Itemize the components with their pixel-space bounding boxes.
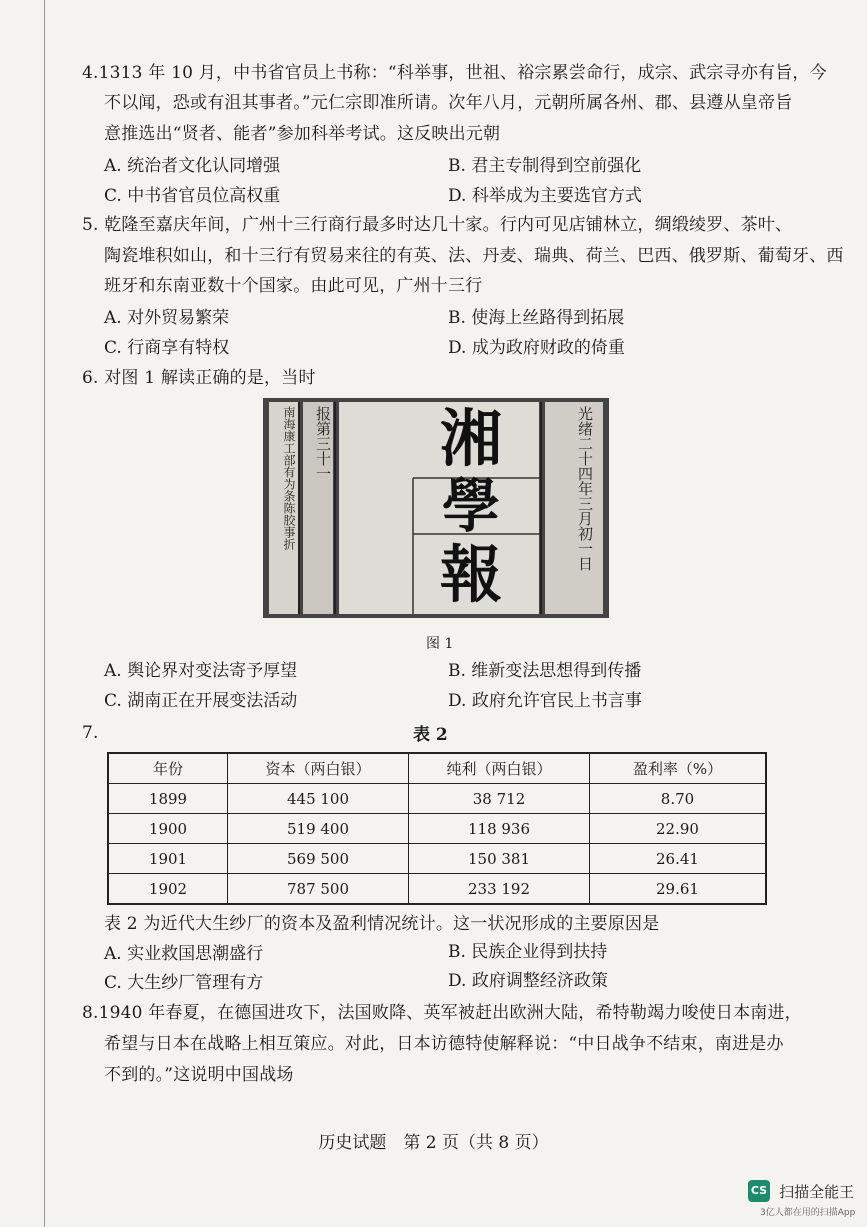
q6-option-b[interactable]: B. 维新变法思想得到传播	[448, 661, 642, 681]
table-row	[108, 814, 766, 844]
image-title-char-2: 學	[441, 472, 500, 540]
q5-option-c[interactable]: C. 行商享有特权	[104, 338, 230, 358]
table-cell: 233 192	[409, 874, 590, 905]
q4-line-3: 意推选出“贤者、能者”参加科举考试。这反映出元朝	[104, 124, 501, 144]
figure-caption: 图 1	[426, 636, 454, 652]
q4-option-b[interactable]: B. 君主专制得到空前强化	[448, 156, 642, 176]
table-cell: 1902	[108, 874, 228, 905]
q6-option-d[interactable]: D. 政府允许官民上书言事	[448, 691, 642, 711]
image-title-char-3: 報	[439, 538, 502, 611]
q6-stem: 6. 对图 1 解读正确的是，当时	[82, 368, 316, 388]
table-cell: 29.61	[590, 874, 767, 905]
q6-option-a[interactable]: A. 舆论界对变法寄予厚望	[104, 661, 298, 681]
table-row	[108, 784, 766, 814]
table-row	[108, 874, 766, 905]
table-cell: 519 400	[228, 814, 409, 844]
q7-option-c[interactable]: C. 大生纱厂管理有方	[104, 973, 264, 993]
image-title-char-1: 湘	[439, 402, 502, 475]
q5-line-3: 班牙和东南亚数十个国家。由此可见，广州十三行	[104, 276, 483, 296]
table-row	[108, 844, 766, 874]
table-cell: 26.41	[590, 844, 767, 874]
table-cell: 1901	[108, 844, 228, 874]
image-issue-label: 报第三十一	[314, 406, 332, 481]
q6-option-c[interactable]: C. 湖南正在开展变法活动	[104, 691, 298, 711]
image-left-column: 南海康工部有为条陈胶事折	[282, 406, 296, 550]
q4-line-2: 不以闻，恐或有沮其事者。”元仁宗即准所请。次年八月，元朝所属各州、郡、县遵从皇帝旨	[104, 93, 793, 113]
table-cell: 22.90	[590, 814, 767, 844]
data-table	[107, 752, 767, 905]
q8-line-2: 希望与日本在战略上相互策应。对此，日本访德特使解释说：“中日战争不结束，南进是办	[104, 1034, 784, 1054]
q4-option-c[interactable]: C. 中书省官员位高权重	[104, 186, 281, 206]
q7-number: 7.	[82, 723, 99, 743]
q4-line-1: 4.1313 年 10 月，中书省官员上书称：“科举事，世祖、裕宗累尝命行，成宗、武宗寻亦有旨，今	[82, 63, 827, 83]
table-cell: 787 500	[228, 874, 409, 905]
q4-option-a[interactable]: A. 统治者文化认同增强	[104, 156, 281, 176]
image-date: 光绪二十四年三月初一日	[576, 406, 594, 571]
q8-line-3: 不到的。”这说明中国战场	[104, 1065, 294, 1085]
q5-option-a[interactable]: A. 对外贸易繁荣	[104, 308, 230, 328]
q5-option-b[interactable]: B. 使海上丝路得到拓展	[448, 308, 625, 328]
table-cell: 1899	[108, 784, 228, 814]
table-cell: 38 712	[409, 784, 590, 814]
table-header: 资本（两白银）	[228, 753, 409, 784]
q7-option-b[interactable]: B. 民族企业得到扶持	[448, 942, 608, 962]
q4-option-d[interactable]: D. 科举成为主要选官方式	[448, 186, 642, 206]
table-cell: 150 381	[409, 844, 590, 874]
table-cell: 445 100	[228, 784, 409, 814]
q7-stem: 表 2 为近代大生纱厂的资本及盈利情况统计。这一状况形成的主要原因是	[104, 914, 660, 934]
brand-name: 扫描全能王	[779, 1182, 855, 1201]
newspaper-image	[263, 398, 609, 618]
table-cell: 569 500	[228, 844, 409, 874]
table-header: 年份	[108, 753, 228, 784]
page-footer: 历史试题 第 2 页（共 8 页）	[318, 1133, 549, 1153]
table-title: 表 2	[413, 725, 448, 745]
table-header: 盈利率（%）	[590, 753, 767, 784]
table-cell: 1900	[108, 814, 228, 844]
q5-option-d[interactable]: D. 成为政府财政的倚重	[448, 338, 625, 358]
table-cell: 8.70	[590, 784, 767, 814]
page-margin-rule	[44, 0, 45, 1227]
q7-option-d[interactable]: D. 政府调整经济政策	[448, 971, 608, 991]
table-cell: 118 936	[409, 814, 590, 844]
table-header-row	[108, 753, 766, 784]
scanner-brand	[748, 1180, 854, 1202]
q5-line-2: 陶瓷堆积如山，和十三行有贸易来往的有英、法、丹麦、瑞典、荷兰、巴西、俄罗斯、葡萄牙、西	[104, 246, 844, 266]
q5-line-1: 5. 乾隆至嘉庆年间，广州十三行商行最多时达几十家。行内可见店铺林立，绸缎绫罗、茶叶、	[82, 215, 793, 235]
cs-logo-icon: CS	[748, 1180, 770, 1202]
table-header: 纯利（两白银）	[409, 753, 590, 784]
q8-line-1: 8.1940 年春夏，在德国进攻下，法国败降、英军被赶出欧洲大陆，希特勒竭力唆使日本南进，	[82, 1003, 802, 1023]
q7-option-a[interactable]: A. 实业救国思潮盛行	[104, 944, 264, 964]
brand-tagline: 3亿人都在用的扫描App	[760, 1208, 856, 1218]
